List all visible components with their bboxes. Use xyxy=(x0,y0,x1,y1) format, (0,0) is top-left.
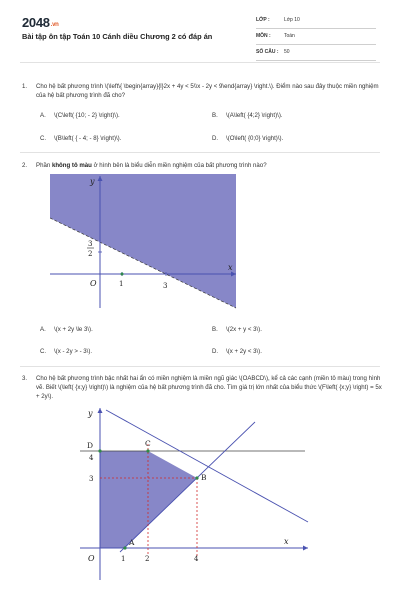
q3-label-A: A xyxy=(129,538,135,547)
q2-option-d[interactable]: D. \(x + 2y < 3\). xyxy=(212,348,262,355)
q2-figure xyxy=(50,174,240,312)
q3-label-C: C xyxy=(145,439,151,448)
meta-row-subject: MÔN : Toán xyxy=(256,30,376,45)
q1-option-a[interactable]: A. \(C\left( {10; - 2} \right)\). xyxy=(40,112,120,119)
q2-label-x1: 1 xyxy=(119,280,124,288)
q1-option-d[interactable]: D. \(O\left( {0;0} \right)\). xyxy=(212,135,284,142)
q2-shaded-region xyxy=(50,174,236,308)
q3-label-B: B xyxy=(201,473,207,482)
q3-label-y3: 3 xyxy=(89,475,94,483)
divider xyxy=(20,62,380,63)
q2-option-a[interactable]: A. \(x + 2y \le 3\). xyxy=(40,326,93,333)
question-1-text: Cho hệ bất phương trình \(\left\{ \begin{array}{l}2x + 4y < 5\\x - 2y < 9\end{array} \right.\). Điểm nào sau đây thuộc miền nghiệm của hệ bất phương trình đã cho? xyxy=(36,83,379,99)
q2-label-frac-num: 3 xyxy=(88,240,93,248)
meta-row-count: SỐ CÂU : 50 xyxy=(256,46,376,61)
q1-option-b[interactable]: B. \(A\left( {4;2} \right)\). xyxy=(212,112,283,119)
question-2-text: Phần không tô màu ở hình bên là biểu diễn miền nghiệm của bất phương trình nào? xyxy=(36,162,267,169)
q3-y-arrow-icon xyxy=(98,408,103,413)
document-title: Bài tập ôn tập Toán 10 Cánh diều Chương 2 có đáp án xyxy=(22,32,213,41)
q3-label-y: y xyxy=(88,409,93,418)
q3-x-arrow-icon xyxy=(303,546,308,551)
q3-label-D: D xyxy=(87,441,94,450)
site-logo[interactable]: 2048.vn xyxy=(22,15,59,30)
q3-point-B xyxy=(195,476,198,479)
q1-option-c[interactable]: C. \(B\left( { - 4; - 8} \right)\). xyxy=(40,135,122,142)
divider xyxy=(20,152,380,153)
meta-row-class: LỚP : Lớp 10 xyxy=(256,14,376,29)
q3-figure xyxy=(80,404,310,584)
q2-option-b[interactable]: B. \(2x + y < 3\). xyxy=(212,326,262,333)
q2-label-x: x xyxy=(228,263,233,272)
q2-label-y: y xyxy=(90,177,95,186)
worksheet-page: 2048.vn Bài tập ôn tập Toán 10 Cánh diều Chương 2 có đáp án LỚP : Lớp 10 MÔN : Toán SỐ CÂU : 50 1. Cho hệ bất phương trình \(\left\{ \begin{array}{l}2x + 4y < 5\\x - 2y < 9\end{array} \right.\). Điểm nào sau đây thuộc miền nghiệm của hệ bất phương trình đã cho? A. \(C\left( {10; - 2} \right)\). B. \(A\left( {4;2} \right)\). C. \(B\left( { - 4; - 8} \right)\). D. \(O\left( {0;0} \right)\). 2. Phần không tô màu ở hình bên là biểu diễn miền nghiệm của bất phương trình nào? y x O 1 3 3 2 A. \(x + 2y \le 3\). B. \(2x + y < 3\). C. \(x - 2y > - 3\). D. \(x + 2y < 3\). 3. Cho hệ bất phương trình bậc nhất hai ẩn có miền nghiệm là miền ngũ giác \(OABCD\), kể cả các cạnh (miền tô màu) trong hình vẽ. Biết \(\left( {x;y} \right)\) là nghiệm của hệ bất phương trình đã cho. Tìm giá trị lớn nhất của biểu thức \(F\left( {x;y} \right) = 5x + 2y\). y x O A B C D 1 2 4 3 4 xyxy=(0,0,400,600)
q2-label-origin: O xyxy=(90,279,97,288)
q2-label-x3: 3 xyxy=(163,282,168,290)
q3-point-C xyxy=(146,449,149,452)
question-3-text: Cho hệ bất phương trình bậc nhất hai ẩn có miền nghiệm là miền ngũ giác \(OABCD\), kể cả các cạnh (miền tô màu) trong hình vẽ. Biết \(\left( {x;y} \right)\) là nghiệm của hệ bất phương trình đã cho. Tìm giá trị lớn nhất của biểu thức \(F\left( {x;y} \right) = 5x + 2y\). xyxy=(36,375,382,400)
q2-point-x1 xyxy=(121,273,124,276)
q3-label-x1: 1 xyxy=(121,555,126,563)
q3-point-D xyxy=(98,449,101,452)
q3-label-x2: 2 xyxy=(145,555,150,563)
q3-label-y4: 4 xyxy=(89,454,94,462)
meta-info xyxy=(256,14,376,62)
q3-label-x: x xyxy=(284,537,289,546)
q3-label-origin: O xyxy=(88,554,95,563)
q2-label-frac-den: 2 xyxy=(88,250,93,258)
divider xyxy=(20,366,380,367)
q3-solution-region xyxy=(100,451,197,548)
q2-option-c[interactable]: C. \(x - 2y > - 3\). xyxy=(40,348,93,355)
q3-label-x4: 4 xyxy=(194,555,199,563)
q3-point-A xyxy=(123,546,126,549)
